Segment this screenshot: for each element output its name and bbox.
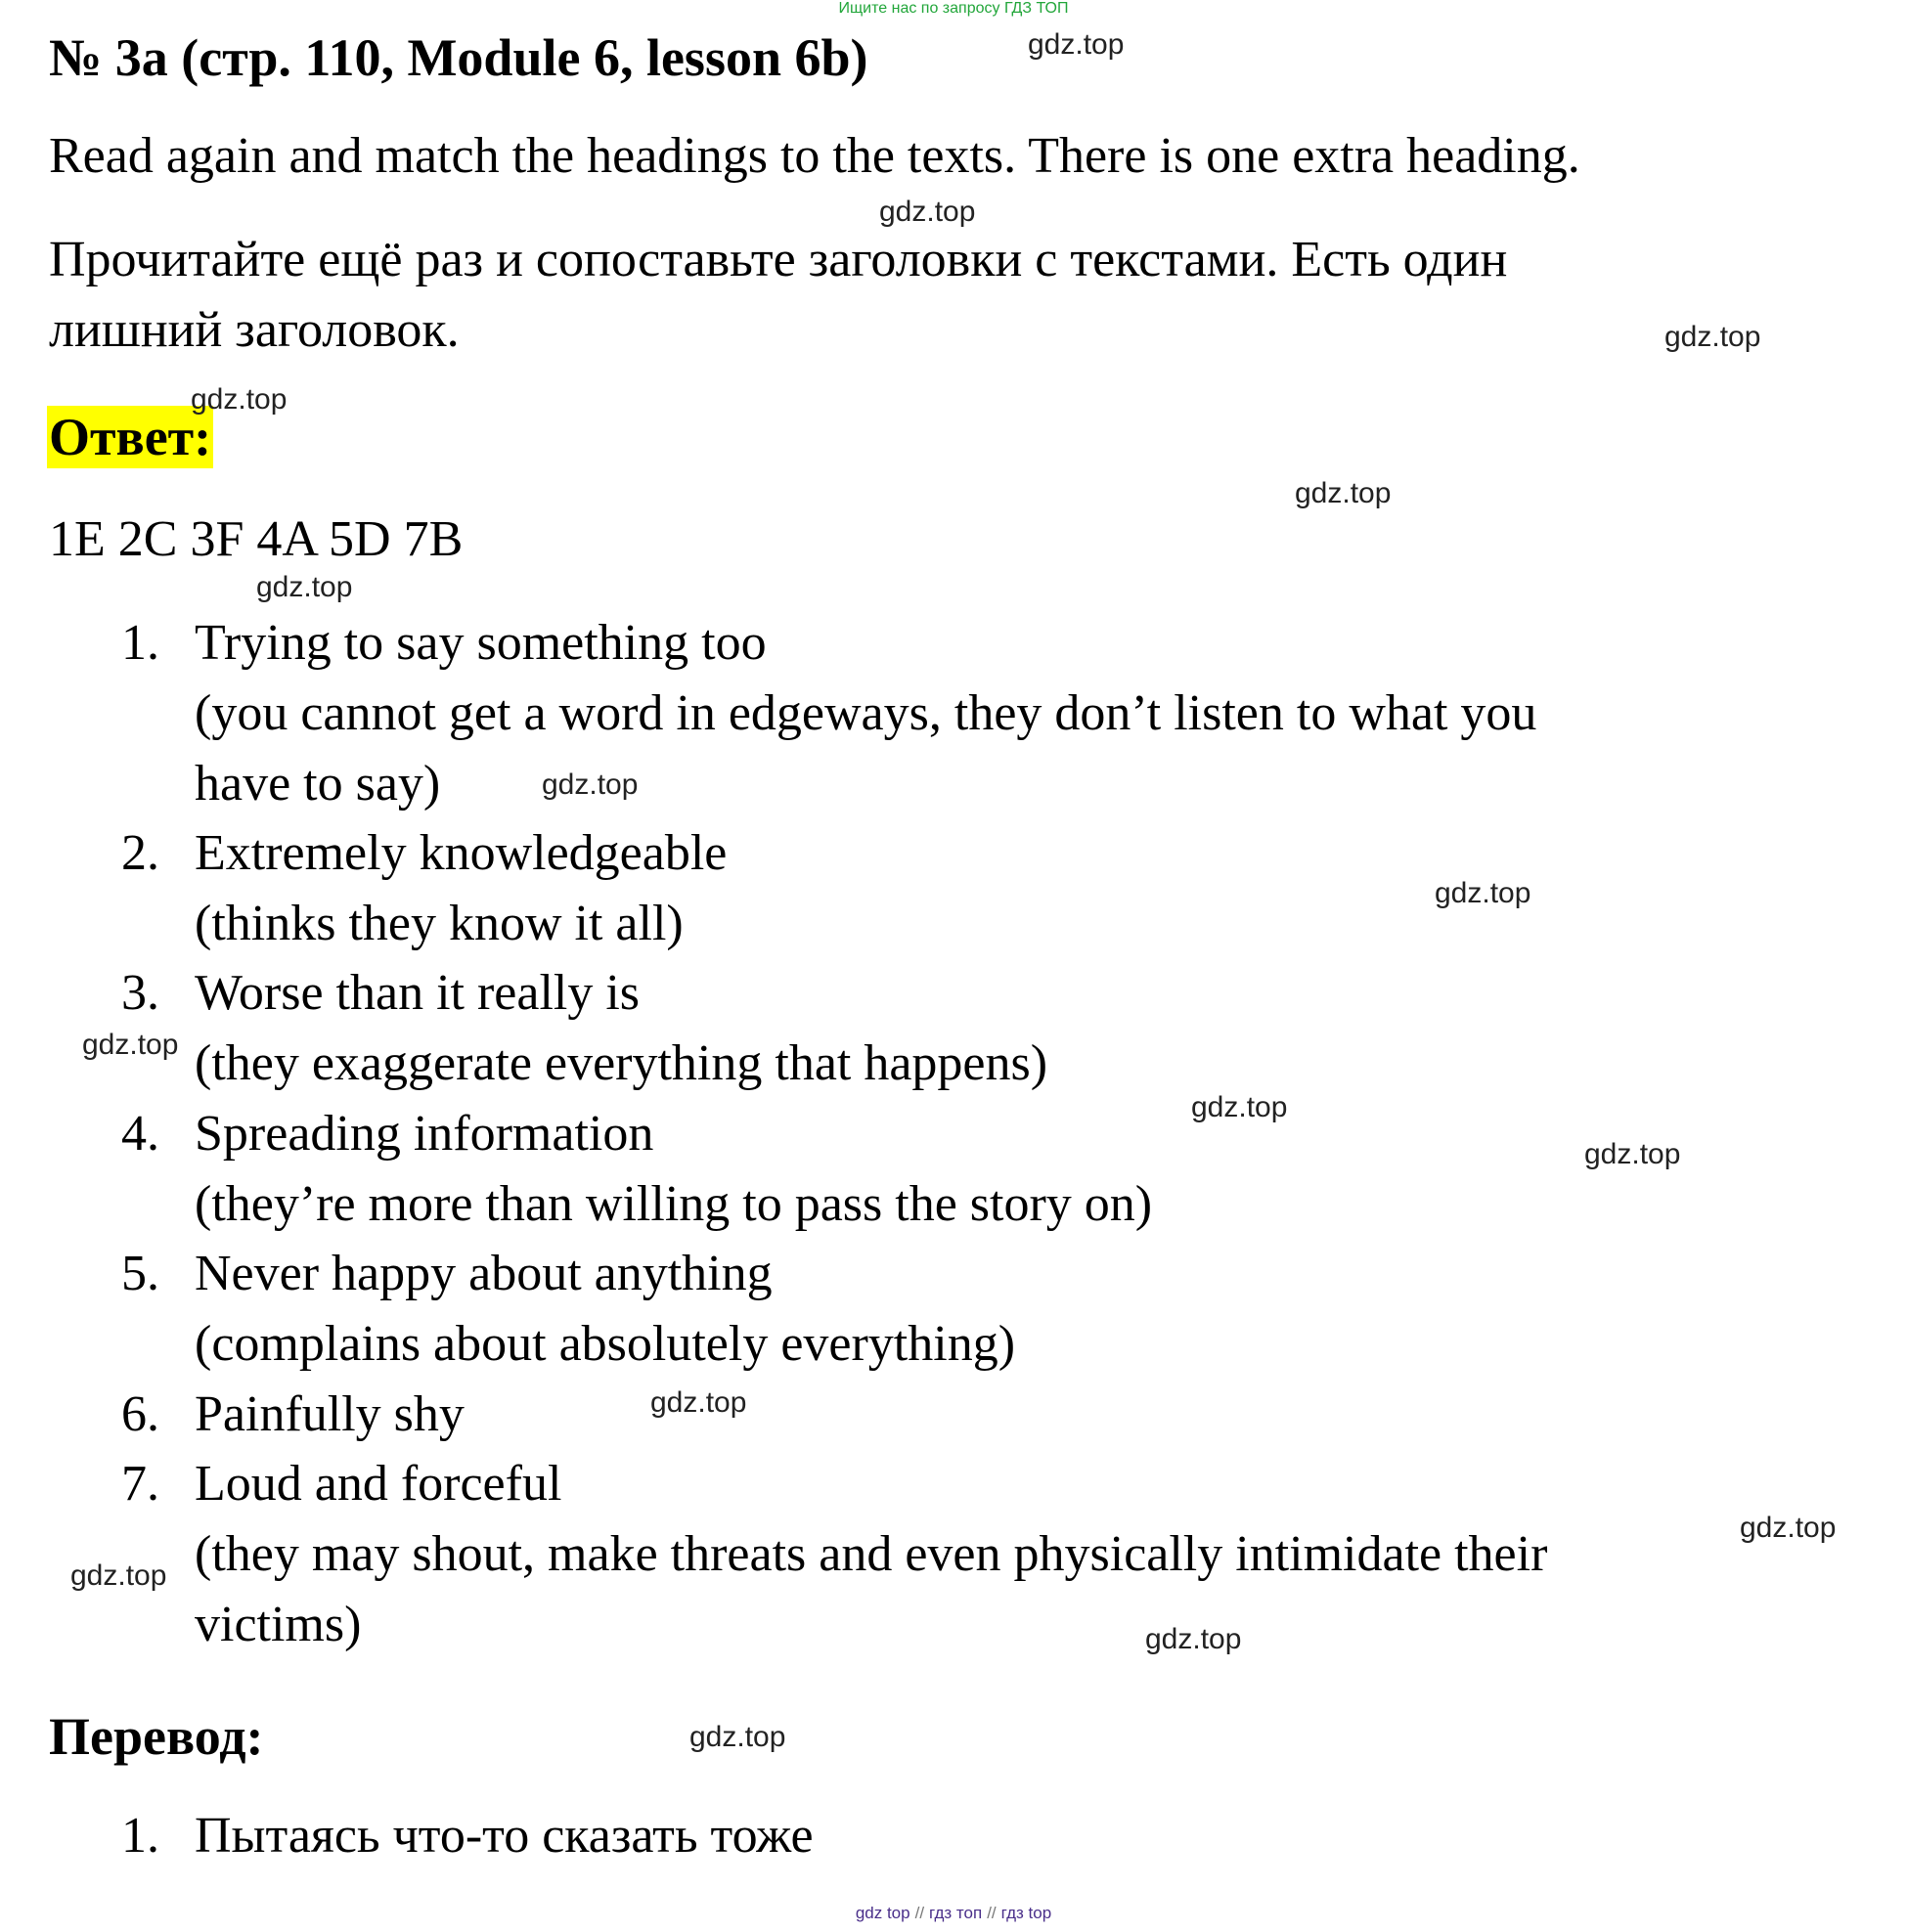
item-number: 1. <box>121 615 159 671</box>
top-banner-link[interactable]: Ищите нас по запросу ГДЗ ТОП <box>838 0 1069 17</box>
watermark-text: gdz.top <box>1191 1091 1288 1123</box>
task-russian-line-1: Прочитайте ещё раз и сопоставьте заголовки с текстами. Есть один <box>49 232 1508 287</box>
watermark-text: gdz.top <box>650 1386 747 1419</box>
watermark-text: gdz.top <box>1584 1138 1681 1170</box>
watermark-text: gdz.top <box>1028 28 1125 61</box>
watermark-text: gdz.top <box>1295 477 1392 509</box>
item-number: 5. <box>121 1246 159 1301</box>
item-heading: Never happy about anything <box>195 1246 773 1301</box>
footer-link[interactable]: gdz top <box>855 1904 910 1922</box>
page-title: № 3a (стр. 110, Module 6, lesson 6b) <box>49 28 868 87</box>
task-russian-line-2: лишний заголовок. <box>49 302 460 358</box>
item-explanation: (thinks they know it all) <box>195 896 684 951</box>
watermark-text: gdz.top <box>70 1559 167 1592</box>
item-number: 3. <box>121 965 159 1021</box>
item-number: 1. <box>121 1808 159 1864</box>
watermark-text: gdz.top <box>1664 321 1761 353</box>
item-explanation: (they may shout, make threats and even physically intimidate their <box>195 1526 1548 1582</box>
watermark-text: gdz.top <box>1435 877 1531 909</box>
watermark-text: gdz.top <box>191 383 288 416</box>
item-heading: Spreading information <box>195 1106 654 1162</box>
answer-codes: 1E 2C 3F 4A 5D 7B <box>49 511 464 567</box>
footer-separator: // <box>914 1904 925 1922</box>
watermark-text: gdz.top <box>256 571 353 603</box>
footer-link[interactable]: гдз top <box>1000 1904 1052 1922</box>
item-explanation: have to say) <box>195 756 441 812</box>
footer-link[interactable]: гдз топ <box>929 1904 983 1922</box>
item-number: 6. <box>121 1386 159 1442</box>
item-number: 4. <box>121 1106 159 1162</box>
item-explanation: (they’re more than willing to pass the story on) <box>195 1176 1153 1232</box>
item-explanation: victims) <box>195 1597 362 1652</box>
footer-separator: // <box>987 1904 997 1922</box>
item-heading: Extremely knowledgeable <box>195 825 728 881</box>
item-heading: Painfully shy <box>195 1386 465 1442</box>
watermark-text: gdz.top <box>542 768 639 801</box>
translation-text: Пытаясь что-то сказать тоже <box>195 1808 814 1864</box>
watermark-text: gdz.top <box>879 196 976 228</box>
watermark-text: gdz.top <box>689 1721 786 1753</box>
translation-label: Перевод: <box>49 1707 264 1766</box>
item-heading: Trying to say something too <box>195 615 767 671</box>
watermark-text: gdz.top <box>82 1029 179 1061</box>
item-explanation: (they exaggerate everything that happens) <box>195 1035 1048 1091</box>
item-heading: Worse than it really is <box>195 965 641 1021</box>
item-number: 2. <box>121 825 159 881</box>
item-heading: Loud and forceful <box>195 1456 562 1512</box>
task-english: Read again and match the headings to the texts. There is one extra heading. <box>49 128 1580 184</box>
item-number: 7. <box>121 1456 159 1512</box>
item-explanation: (you cannot get a word in edgeways, they don’t listen to what you <box>195 685 1537 741</box>
watermark-text: gdz.top <box>1740 1512 1837 1544</box>
answer-label: Ответ: <box>49 408 212 466</box>
footer-links <box>0 1904 1907 1923</box>
watermark-text: gdz.top <box>1145 1623 1242 1655</box>
item-explanation: (complains about absolutely everything) <box>195 1316 1016 1372</box>
